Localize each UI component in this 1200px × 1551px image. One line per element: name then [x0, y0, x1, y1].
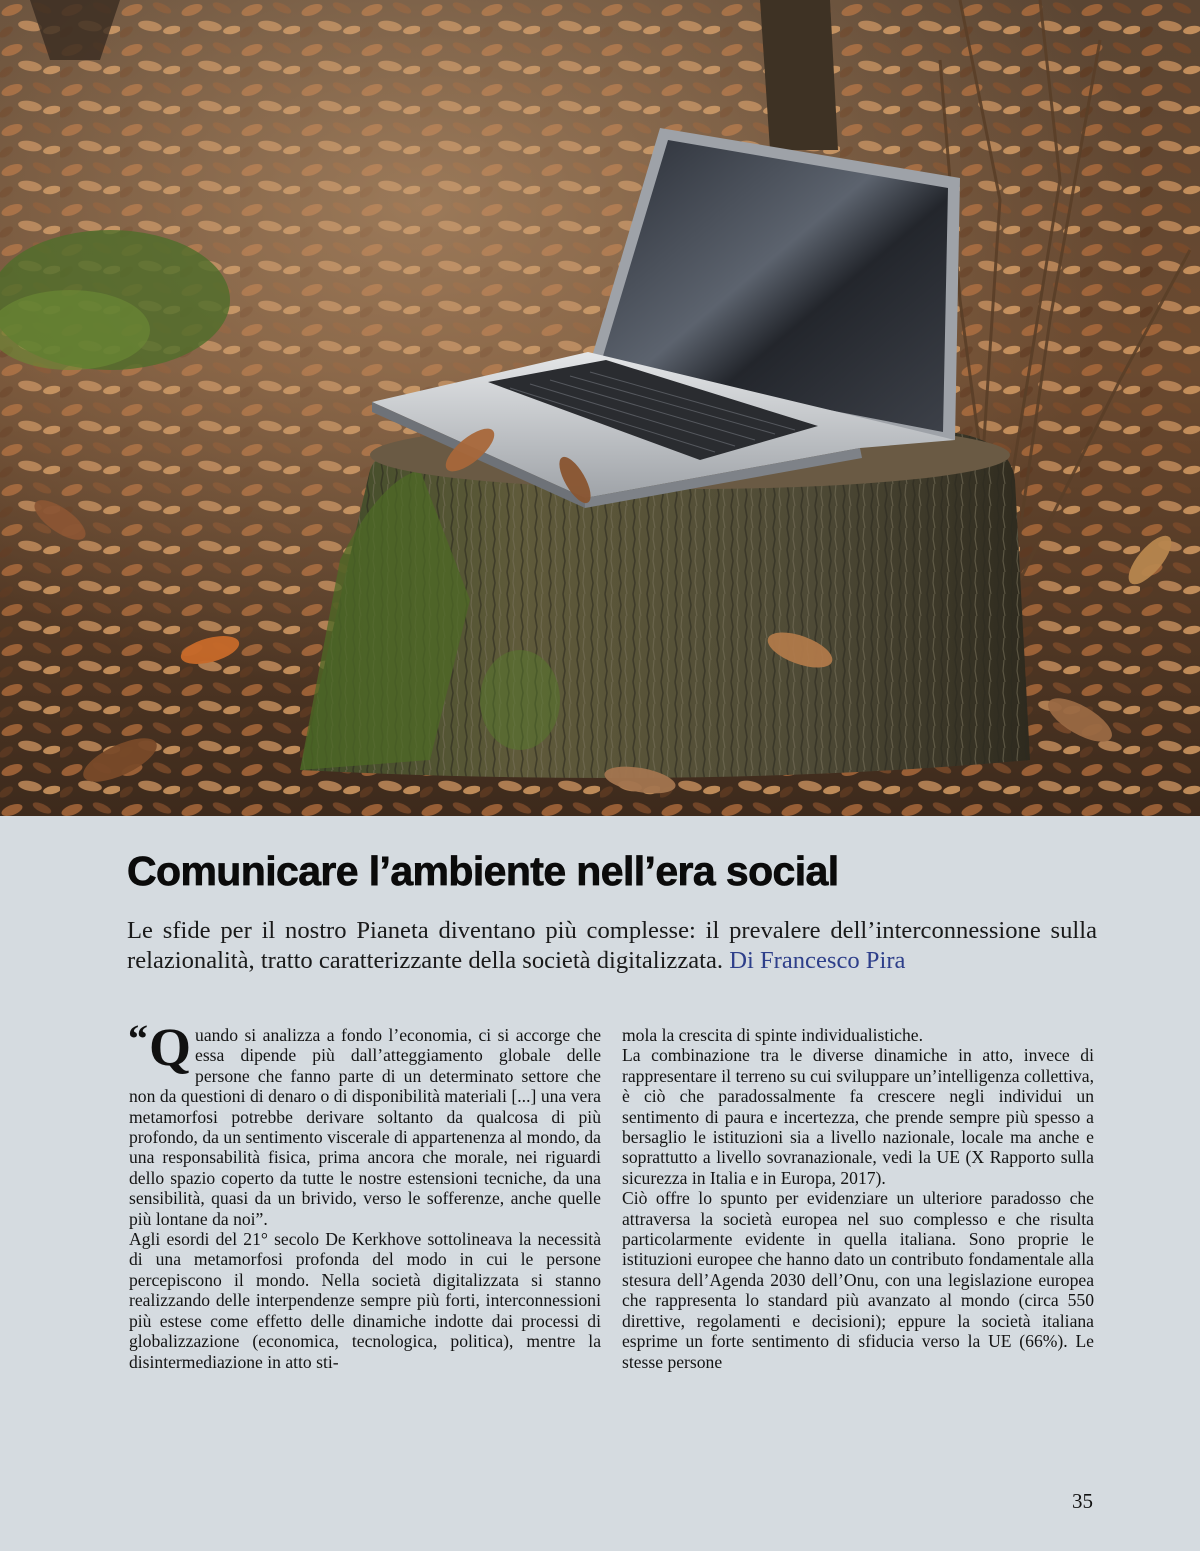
opening-paragraph: [128, 1016, 601, 1229]
page-number: 35: [1072, 1489, 1093, 1513]
drop-cap: Q: [149, 1017, 192, 1077]
left-column: [128, 1016, 601, 1372]
right-column: [622, 1025, 1094, 1372]
paragraph: mola la crescita di spinte individualistiche.: [622, 1025, 923, 1045]
byline: Di Francesco Pira: [729, 947, 906, 974]
paragraph: La combinazione tra le diverse dinamiche in atto, invece di rappresentare il terreno su cui sviluppare un’intelligenza collettiva, è ciò che paradossalmente fa crescere negli individui un sentimento di paura e incertezza, che prende sempre più spesso a bersaglio le istituzioni sia a livello nazionale, locale ma anche e soprattutto a livello sovranazionale, vedi la UE (X Rapporto sulla sicurezza in Italia e in Europa, 2017).: [622, 1045, 1094, 1188]
paragraph: uando si analizza a fondo l’economia, ci si accorge che essa dipende più dall’atteggiamento globale delle persone che fanno parte di un determinato settore che non da questioni di denaro o di disponibilità materiali [...] una vera metamorfosi potrebbe derivare soltanto da qualcosa di più profondo, da un sentimento viscerale di appartenenza al mondo, da una responsabilità fisica, prima ancora che morale, nei riguardi dello spazio coperto da tutte le nostre estensioni tecniche, da una sensibilità, quasi da un brivido, verso le sofferenze, anche quelle più lontane da noi”.: [129, 1025, 601, 1229]
opening-quote-mark: “: [128, 1016, 148, 1061]
paragraph: Ciò offre lo spunto per evidenziare un ulteriore paradosso che attraversa la società europea nel suo complesso e che risulta particolarmente evidente in quella italiana. Sono proprie le istituzioni europee che hanno dato un contributo fondamentale alla stesura dell’Agenda 2030 dell’Onu, con una legislazione europea che rappresenta lo standard più avanzato al mondo (circa 550 direttive, regolamenti e decisioni); eppure la società italiana esprime un forte sentimento di sfiducia verso la UE (66%). Le stesse persone: [622, 1188, 1094, 1372]
article-title: Comunicare l’ambiente nell’era social: [127, 848, 839, 894]
subtitle-text: Le sfide per il nostro Pianeta diventano più complesse: il prevalere dell’interconnessione sulla relazionalità, tratto caratterizzante della società digitalizzata.: [127, 917, 1097, 974]
article-subtitle: [127, 916, 1097, 976]
paragraph: Agli esordi del 21° secolo De Kerkhove sottolineava la necessità di una metamorfosi profonda del modo in cui le persone percepiscono il mondo. Nella società digitalizzata si stanno realizzando delle interpendenze sempre più forti, interconnessioni più estese come effetto delle dinamiche indotte dai processi di globalizzazione (economica, tecnologica, politica), mentre la disintermediazione in atto sti-: [129, 1229, 601, 1372]
